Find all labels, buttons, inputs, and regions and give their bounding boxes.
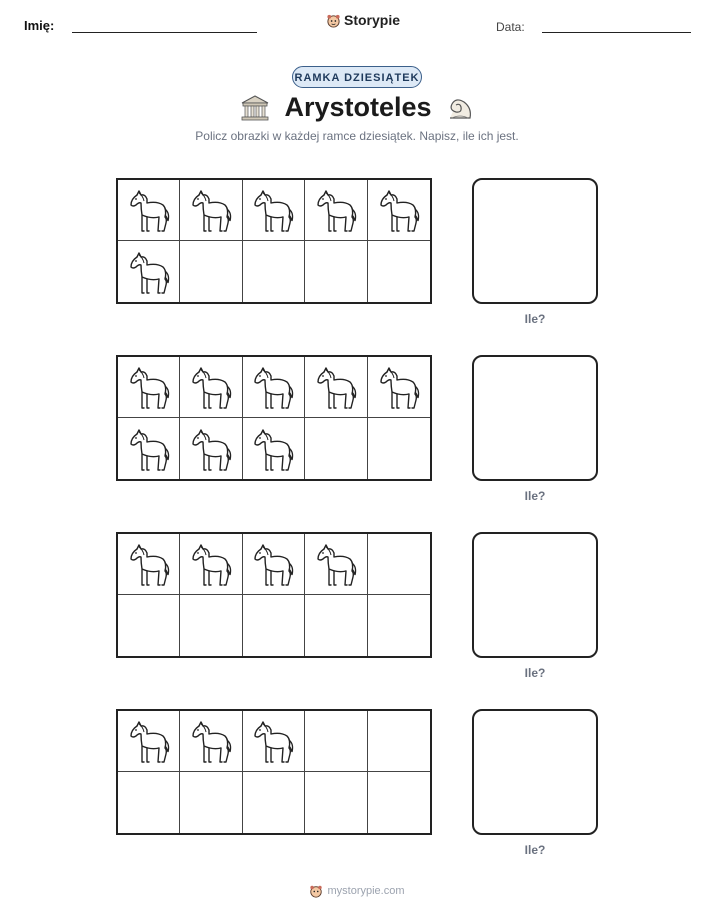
- frame-cell: [180, 772, 242, 833]
- frame-cell: [118, 772, 180, 833]
- brand-logo: [326, 12, 400, 28]
- footer-url: mystorypie.com: [327, 885, 405, 897]
- answer-prompt-1: Ile?: [524, 312, 546, 326]
- horse-icon: [127, 187, 171, 233]
- horse-icon: [377, 364, 421, 410]
- frame-cell: [368, 241, 430, 302]
- answer-box-3[interactable]: [472, 532, 598, 658]
- horse-icon: [127, 718, 171, 764]
- horse-icon: [251, 718, 295, 764]
- instructions: Policz obrazki w każdej ramce dziesiątek. Napisz, ile ich jest.: [195, 129, 519, 143]
- horse-icon: [189, 364, 233, 410]
- frame-cell: [305, 711, 367, 772]
- horse-icon: [314, 364, 358, 410]
- frame-cell: [180, 534, 242, 595]
- answer-box-2[interactable]: [472, 355, 598, 481]
- frame-cell: [118, 418, 180, 479]
- answer-prompt-4: Ile?: [524, 843, 546, 857]
- answer-box-4[interactable]: [472, 709, 598, 835]
- horse-icon: [127, 541, 171, 587]
- frame-cell: [368, 534, 430, 595]
- brand-name: Storypie: [344, 12, 401, 28]
- storypie-mascot-icon: [309, 884, 323, 898]
- frame-cell: [118, 241, 180, 302]
- frame-cell: [305, 772, 367, 833]
- horse-icon: [314, 187, 358, 233]
- ten-frame-4: [116, 709, 432, 835]
- frame-cell: [368, 418, 430, 479]
- shell-icon: [446, 94, 474, 122]
- horse-icon: [251, 364, 295, 410]
- frame-cell: [180, 241, 242, 302]
- horse-icon: [189, 718, 233, 764]
- horse-icon: [189, 187, 233, 233]
- temple-icon: [240, 94, 270, 122]
- horse-icon: [251, 426, 295, 472]
- answer-prompt-3: Ile?: [524, 666, 546, 680]
- frame-cell: [180, 357, 242, 418]
- worksheet-type-badge: RAMKA DZIESIĄTEK: [292, 66, 422, 88]
- frame-cell: [305, 534, 367, 595]
- horse-icon: [127, 426, 171, 472]
- frame-cell: [180, 711, 242, 772]
- frame-cell: [243, 418, 305, 479]
- answer-prompt-2: Ile?: [524, 489, 546, 503]
- frame-cell: [118, 711, 180, 772]
- name-label: Imię:: [24, 18, 55, 33]
- ten-frame-2: [116, 355, 432, 481]
- frame-cell: [243, 772, 305, 833]
- title-row: [0, 92, 714, 123]
- horse-icon: [127, 364, 171, 410]
- frame-cell: [368, 772, 430, 833]
- frame-cell: [305, 357, 367, 418]
- frame-cell: [305, 418, 367, 479]
- horse-icon: [251, 187, 295, 233]
- frame-cell: [368, 711, 430, 772]
- frame-cell: [243, 595, 305, 656]
- frame-cell: [243, 534, 305, 595]
- frame-cell: [118, 180, 180, 241]
- frame-cell: [368, 595, 430, 656]
- frame-cell: [243, 180, 305, 241]
- frame-cell: [118, 595, 180, 656]
- frame-cell: [180, 180, 242, 241]
- name-field[interactable]: [72, 32, 257, 33]
- frame-cell: [243, 711, 305, 772]
- ten-frame-3: [116, 532, 432, 658]
- date-label: Data:: [496, 20, 525, 34]
- horse-icon: [314, 541, 358, 587]
- horse-icon: [377, 187, 421, 233]
- frame-cell: [243, 241, 305, 302]
- frame-cell: [243, 357, 305, 418]
- horse-icon: [189, 426, 233, 472]
- horse-icon: [251, 541, 295, 587]
- footer: [0, 884, 714, 898]
- storypie-mascot-icon: [326, 13, 341, 28]
- ten-frame-1: [116, 178, 432, 304]
- frame-cell: [180, 418, 242, 479]
- frame-cell: [118, 534, 180, 595]
- frame-cell: [368, 357, 430, 418]
- frame-cell: [305, 180, 367, 241]
- frame-cell: [368, 180, 430, 241]
- answer-box-1[interactable]: [472, 178, 598, 304]
- frame-cell: [305, 595, 367, 656]
- date-field[interactable]: [542, 32, 691, 33]
- horse-icon: [127, 249, 171, 295]
- frame-cell: [305, 241, 367, 302]
- frame-cell: [180, 595, 242, 656]
- frame-cell: [118, 357, 180, 418]
- horse-icon: [189, 541, 233, 587]
- worksheet-title: Arystoteles: [284, 92, 432, 122]
